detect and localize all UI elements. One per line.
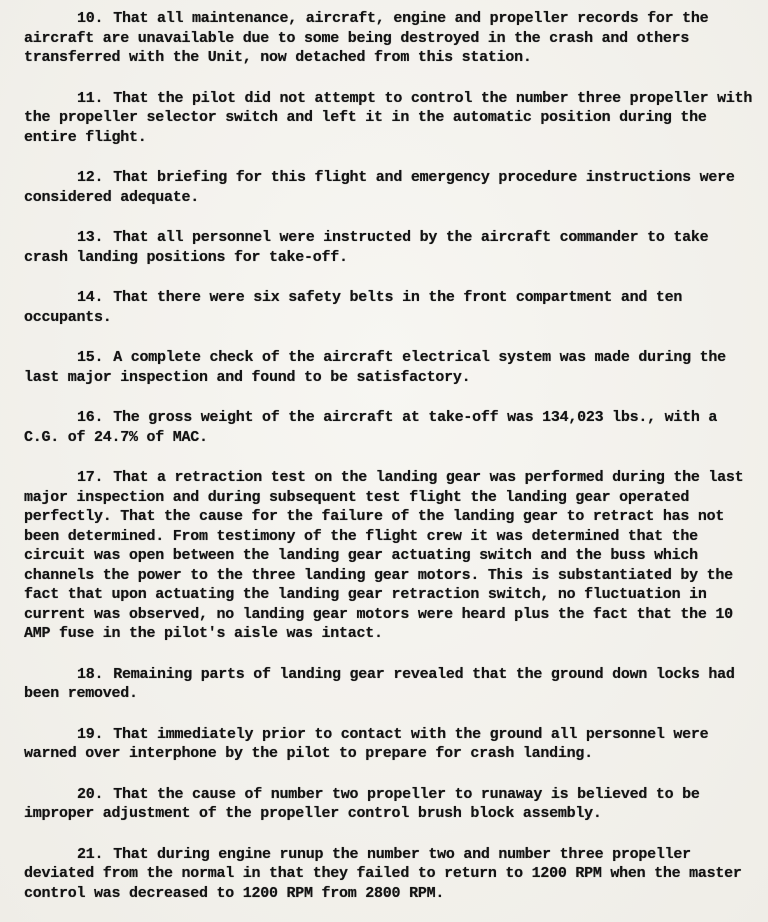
finding-paragraph: [24, 785, 754, 824]
finding-17: [24, 468, 754, 644]
finding-text: That all personnel were instructed by the aircraft commander to take crash landing positions for take-off.: [24, 229, 709, 266]
finding-number: 21.: [77, 845, 104, 863]
finding-paragraph: [24, 468, 754, 644]
finding-number: 17.: [77, 469, 104, 486]
finding-paragraph: [24, 665, 754, 704]
finding-text: The gross weight of the aircraft at take-off was 134,023 lbs., with a C.G. of 24.7% of MAC.: [24, 409, 718, 446]
finding-paragraph: [24, 348, 754, 387]
finding-12: [24, 168, 754, 207]
finding-text: That immediately prior to contact with the ground all personnel were warned over interphone by the pilot to prepare for crash landing.: [24, 725, 709, 762]
finding-number: 11.: [77, 89, 104, 107]
finding-paragraph: [24, 168, 754, 207]
finding-number: 16.: [77, 409, 104, 426]
finding-text: That briefing for this flight and emergency procedure instructions were considered adequate.: [24, 169, 735, 206]
finding-19: [24, 725, 754, 764]
finding-text: That all maintenance, aircraft, engine and propeller records for the aircraft are unavailable due to some being destroyed in the crash and others transferred with the Unit, now detached from this station.: [24, 10, 709, 66]
finding-14: [24, 288, 754, 327]
finding-text: That the pilot did not attempt to control the number three propeller with the propeller selector switch and left it in the automatic position during the entire flight.: [24, 89, 753, 146]
finding-paragraph: [24, 228, 754, 267]
finding-text: That during engine runup the number two and number three propeller deviated from the normal in that they failed to return to 1200 RPM when the master control was decreased to 1200 RPM from 2800 RPM.: [24, 845, 742, 902]
finding-number: 12.: [77, 169, 104, 186]
finding-number: 19.: [77, 725, 104, 743]
finding-paragraph: [24, 725, 754, 764]
finding-number: 14.: [77, 289, 104, 306]
finding-paragraph: [24, 89, 754, 148]
finding-10: [24, 9, 754, 68]
finding-text: Remaining parts of landing gear revealed that the ground down locks had been removed.: [24, 665, 735, 702]
finding-11: [24, 89, 754, 148]
finding-15: [24, 348, 754, 387]
finding-number: 13.: [77, 229, 104, 246]
finding-number: 15.: [77, 349, 104, 366]
finding-number: 18.: [77, 665, 104, 683]
finding-text: That there were six safety belts in the front compartment and ten occupants.: [24, 289, 683, 326]
finding-text: That the cause of number two propeller to runaway is believed to be improper adjustment of the propeller control brush block assembly.: [24, 785, 700, 822]
finding-text: That a retraction test on the landing gear was performed during the last major inspection and during subsequent test flight the landing gear operated perfectly. That the cause for the failure of the landing gear to retract has not been determined. From testimony of the flight crew it was determined that the circuit was open between the landing gear actuating switch and the buss which channels the power to the three landing gear motors. This is substantiated by the fact that upon actuating the landing gear retraction switch, no fluctuation in current was observed, no landing gear motors were heard plus the fact that the 10 AMP fuse in the pilot's aisle was intact.: [24, 469, 744, 642]
finding-20: [24, 785, 754, 824]
finding-paragraph: [24, 9, 754, 68]
finding-21: [24, 845, 754, 904]
finding-paragraph: [24, 288, 754, 327]
finding-number: 20.: [77, 785, 104, 803]
finding-text: A complete check of the aircraft electrical system was made during the last major inspection and found to be satisfactory.: [24, 349, 726, 386]
finding-16: [24, 408, 754, 447]
finding-13: [24, 228, 754, 267]
finding-number: 10.: [77, 10, 104, 27]
finding-paragraph: [24, 845, 754, 904]
finding-paragraph: [24, 408, 754, 447]
finding-18: [24, 665, 754, 704]
